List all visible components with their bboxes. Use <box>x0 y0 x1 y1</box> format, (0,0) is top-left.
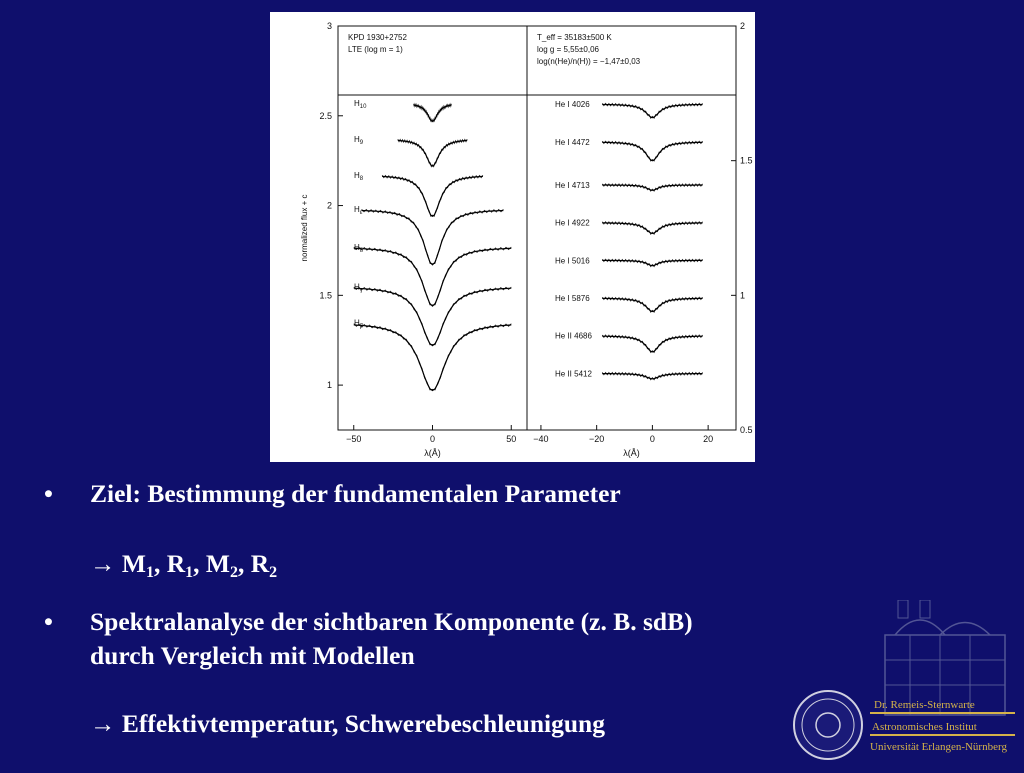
line-label: He I 4026 <box>555 100 590 110</box>
model-spectrum-line <box>354 248 512 306</box>
logo-text: Universität Erlangen-Nürnberg <box>870 741 1007 753</box>
line-label: $H_\beta$ <box>354 318 364 330</box>
line-label: He I 4472 <box>555 137 590 147</box>
param-text: , R <box>153 549 186 578</box>
x-tick-label: −20 <box>589 434 605 444</box>
y-tick-label: 0.5 <box>740 425 753 435</box>
panel-header-text: KPD 1930+2752 <box>348 33 407 42</box>
model-spectrum-line <box>602 336 702 352</box>
seal-icon <box>794 691 862 759</box>
y-tick-label: 1.5 <box>740 155 753 166</box>
plot-frame <box>338 26 736 430</box>
x-tick-label: 0 <box>429 434 436 444</box>
observed-spectrum-line <box>354 324 512 390</box>
panel-header-text: T_eff = 35183±500 K <box>537 33 612 42</box>
observed-spectrum-line <box>382 175 483 216</box>
y-axis-label: normalized flux + c <box>300 194 309 262</box>
observed-spectrum-line <box>602 141 702 161</box>
x-tick-label: 50 <box>506 434 517 444</box>
result-line: → Effektivtemperatur, Schwerebeschleunigung <box>90 709 605 738</box>
y-tick-label: 2.5 <box>319 110 332 121</box>
observatory-building-picture <box>885 600 1005 715</box>
spectral-fit-figure <box>270 12 755 462</box>
spectral-fit-chart <box>270 12 755 462</box>
logo-text: Astronomisches Institut <box>872 721 977 733</box>
line-label: $H_9$ <box>354 135 364 147</box>
param-subscript: 1 <box>145 564 154 581</box>
panel-header-text: LTE (log m = 1) <box>348 45 403 54</box>
parameter-list <box>90 548 277 589</box>
line-label: He I 4713 <box>555 180 590 190</box>
y-tick-label: 1.5 <box>319 290 332 301</box>
bullet-marker: • <box>44 607 53 636</box>
institute-logo <box>790 600 1024 768</box>
observed-spectrum-line <box>354 287 512 345</box>
y-tick-label: 3 <box>326 21 332 31</box>
line-label: $H_8$ <box>354 171 364 183</box>
y-tick-label: 1 <box>740 290 746 301</box>
x-tick-label: −40 <box>533 434 549 444</box>
line-label: $H_\gamma$ <box>354 282 363 294</box>
line-label: $H_{10}$ <box>354 99 367 111</box>
panel-header-text: log g = 5,55±0,06 <box>537 45 599 54</box>
observed-spectrum-line <box>398 139 467 167</box>
line-label: He I 5876 <box>555 294 590 304</box>
x-tick-label: 0 <box>649 434 655 444</box>
observatory-emblem <box>790 600 1024 768</box>
line-label: He I 4922 <box>555 218 590 228</box>
line-label: $H_\varepsilon$ <box>354 205 363 217</box>
bullet-text-line2: durch Vergleich mit Modellen <box>90 641 415 670</box>
observed-spectrum-line <box>362 209 504 263</box>
y-tick-label: 2 <box>740 21 746 31</box>
x-axis-label: λ(Å) <box>623 448 640 458</box>
x-tick-label: −50 <box>346 434 362 444</box>
panel-header-text: log(n(He)/n(H)) = −1,47±0,03 <box>537 57 641 66</box>
logo-text: Dr. Remeis-Sternwarte <box>874 699 975 711</box>
model-spectrum-line <box>362 211 504 265</box>
line-label: He I 5016 <box>555 256 590 266</box>
model-spectrum-line <box>382 176 483 216</box>
y-tick-label: 1 <box>326 380 332 391</box>
param-text: , M <box>193 549 230 578</box>
model-spectrum-line <box>354 325 512 391</box>
param-subscript: 2 <box>229 564 238 581</box>
line-label: $H_\delta$ <box>354 242 364 254</box>
line-label: He II 4686 <box>555 331 592 341</box>
x-tick-label: 20 <box>703 434 714 444</box>
line-label: He II 5412 <box>555 369 592 379</box>
param-subscript: 2 <box>269 564 278 581</box>
y-tick-label: 2 <box>326 200 332 211</box>
bullet-marker: • <box>44 479 53 508</box>
param-text: → M <box>90 549 146 578</box>
observed-spectrum-line <box>354 247 512 305</box>
observed-spectrum-line <box>602 103 702 118</box>
model-spectrum-line <box>354 288 512 345</box>
observed-spectrum-line <box>602 297 702 312</box>
x-axis-label: λ(Å) <box>424 448 441 458</box>
bullet-text-line1: Spektralanalyse der sichtbaren Komponente (z. B. sdB) <box>90 607 693 636</box>
model-spectrum-line <box>398 140 467 166</box>
model-spectrum-line <box>602 142 702 160</box>
param-subscript: 1 <box>185 564 194 581</box>
observed-spectrum-line <box>602 335 702 353</box>
param-text: , R <box>237 549 270 578</box>
bullet-text: Ziel: Bestimmung der fundamentalen Parameter <box>90 479 621 508</box>
